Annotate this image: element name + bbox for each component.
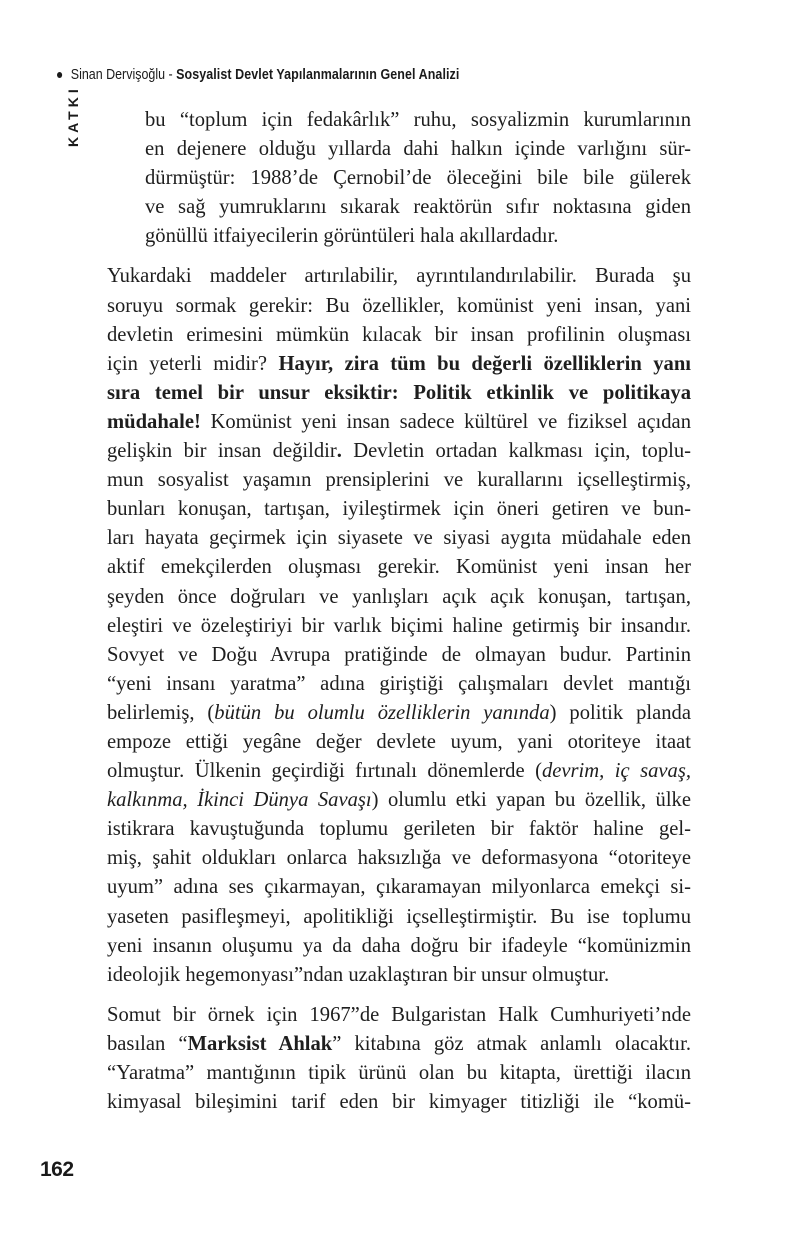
text-line: Yukardaki maddeler artırılabilir, ayrıntılandırılabilir. Burada şu [107, 265, 691, 288]
text-line [107, 408, 691, 437]
text-line: Somut bir örnek için 1967”de Bulgaristan Halk Cumhuriyeti’nde [107, 1003, 691, 1026]
text-line: empoze ettiği yegâne değer devlete uyum, yani otoriteye itaat [107, 730, 691, 753]
italic-text-run: devrim, iç savaş, [541, 760, 691, 783]
text-line: soruyu sormak gerekir: Bu özellikler, komünist yeni insan, yani [107, 294, 691, 317]
text-line: yaseten pasifleşmeyi, apolitikliği içselleştirmiştir. Bu ise toplumu [107, 905, 691, 928]
text-line: yeni insanın oluşumu ya da daha doğru bir ifadeyle “komünizmin [107, 934, 691, 957]
text-line [107, 350, 691, 379]
text-line: ideolojik hegemonyası”ndan uzaklaştıran bir unsur olmuştur. [107, 963, 610, 986]
text-run: gelişkin bir insan değildir [107, 440, 337, 463]
text-line: devletin erimesini mümkün kılacak bir insan profilinin oluşması [107, 323, 691, 346]
text-line [107, 757, 691, 786]
header-title: Sosyalist Devlet Yapılanmalarının Genel Analizi [176, 67, 460, 83]
section-side-label: KATKI [65, 85, 81, 147]
text-run: ” kitabına göz atmak anlamlı olacaktır. [332, 1032, 691, 1055]
text-line: dürmüştür: 1988’de Çernobil’de öleceğini bile bile gülerek [145, 167, 691, 190]
bullet-icon [57, 72, 62, 78]
text-line: aktif emekçilerden oluşması gerekir. Komünist yeni insan her [107, 556, 691, 579]
text-line: miş, şahit oldukları onlarca haksızlığa ve deformasyona “otoriteye [107, 847, 691, 870]
paragraph-1 [107, 262, 691, 989]
text-line: Sovyet ve Doğu Avrupa pratiğinde de olmayan budur. Partinin [107, 643, 691, 666]
text-line: gönüllü itfaiyecilerin görüntüleri hala akıllardadır. [145, 225, 559, 248]
text-run: Devletin ortadan kalkması için, toplu- [341, 440, 691, 463]
text-line: bunları konuşan, tartışan, iyileştirmek için öneri getiren ve bun- [107, 498, 691, 521]
text-line: şeyden önce doğruları ve yanlışları açık açık konuşan, tartışan, [107, 585, 691, 608]
bold-text-run: . [336, 440, 342, 463]
text-run: basılan “ [107, 1032, 188, 1055]
text-line: eleştiri ve özeleştiriyi bir varlık biçimi haline getirmiş bir insandır. [107, 614, 691, 637]
header-author: Sinan Dervişoğlu [70, 67, 166, 83]
paragraph-2 [107, 1001, 691, 1117]
text-line: “Yaratma” mantığının tipik ürünü olan bu kitapta, ürettiği ilacın [107, 1062, 691, 1084]
text-line: istikrara kavuştuğunda toplumu gerileten bir faktör haline gel- [107, 818, 691, 841]
text-line [107, 786, 691, 815]
page-body [107, 106, 691, 1128]
text-line [107, 1030, 691, 1059]
text-line: ları hayata geçirmek için siyasete ve siyasi aygıta müdahale eden [107, 527, 691, 550]
text-run: olmuştur. Ülkenin geçirdiği fırtınalı dönemlerde ( [107, 760, 542, 783]
text-run: belirlemiş, ( [107, 701, 215, 724]
text-run: Komünist yeni insan sadece kültürel ve fiziksel açıdan [200, 410, 691, 433]
text-run: için yeterli midir? [107, 352, 279, 375]
italic-text-run: kalkınma, İkinci Dünya Savaşı [107, 789, 372, 812]
italic-text-run: bütün bu olumlu özelliklerin yanında [214, 701, 550, 724]
text-line: kimyasal bileşimini tarif eden bir kimyager titizliği ile “komü- [107, 1091, 691, 1114]
bold-text-run: müdahale! [107, 410, 201, 433]
text-line: uyum” adına ses çıkarmayan, çıkaramayan milyonlarca emekçi si- [107, 876, 691, 899]
text-line [107, 437, 691, 466]
text-line: mun sosyalist yaşamın prensiplerini ve kurallarını içselleştirmiş, [107, 469, 691, 492]
text-line: ve sağ yumruklarını sıkarak reaktörün sıfır noktasına giden [145, 196, 691, 219]
text-run: ) olumlu etki yapan bu özellik, ülke [371, 789, 691, 812]
indented-quote-block [145, 106, 691, 251]
text-line [107, 699, 691, 728]
page-number: 162 [40, 1158, 74, 1181]
bold-text-run: Marksist Ahlak [187, 1032, 333, 1055]
text-line: sıra temel bir unsur eksiktir: Politik etkinlik ve politikaya [107, 381, 691, 404]
text-run: ) politik planda [549, 701, 691, 724]
text-line: “yeni insanı yaratma” adına giriştiği çalışmaları devlet mantığı [107, 672, 691, 695]
running-header [57, 64, 459, 86]
header-separator: - [168, 67, 173, 83]
bold-text-run: Hayır, zira tüm bu değerli özelliklerin yanı [278, 352, 691, 375]
text-line: en dejenere olduğu yıllarda dahi halkın içinde varlığını sür- [145, 138, 691, 161]
text-line: bu “toplum için fedakârlık” ruhu, sosyalizmin kurumlarının [145, 109, 691, 131]
